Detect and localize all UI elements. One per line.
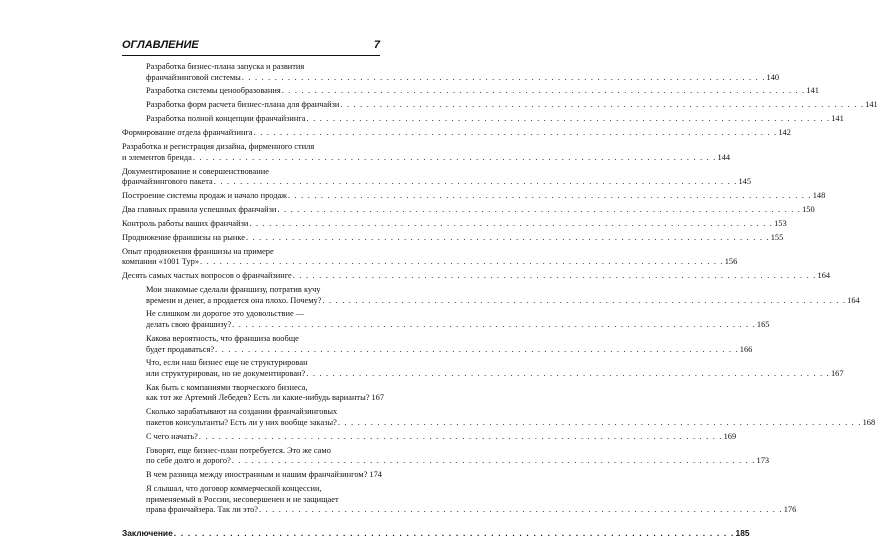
toc-entry-title-line: Разработка бизнес-плана запуска и развития [146, 62, 305, 71]
toc-entry[interactable] [122, 142, 731, 163]
toc-entry-title: В чем разница между иностранным и нашим франчайзингом? [146, 470, 368, 480]
toc-entry-title-line: Говорят, еще бизнес-план потребуется. Это же само [146, 445, 331, 455]
toc-page-number: 141 [831, 114, 844, 124]
toc-page-number: 165 [756, 320, 770, 330]
toc-entry-title: пакетов консультанты? Есть ли у них вообще заказы? [146, 417, 337, 427]
toc-leader-dots: . . . . . . . . . . . . . . . . . . . . . . . . . . . . . . . . . . . . . . . . . . . . . . . . . . . . . . . . . . . . . . . . . . . . . . . . . . . . . . . . [306, 114, 831, 124]
toc-entry-title: и элементов бренда [122, 152, 192, 162]
toc-leader-dots: . . . . . . . . . . . . . . . . . . . . . . . . . . . . . . . . . . . . . . . . . . . . . . . . . . . . . . . . . . . . . . . . . . . . . . . . . . . . . . . . [281, 86, 806, 96]
toc-entry-title: Продвижение франшизы на рынке [122, 232, 245, 242]
toc-page-number: 169 [723, 431, 737, 441]
toc-leader-dots: . . . . . . . . . . . . . . . . . . . . . . . . . . . . . . . . . . . . . . . . . . . . . . . . . . . . . . . . . . . . . . . . . . . . . . . . . . . . . . . . [292, 271, 817, 281]
toc-entry-title: Контроль работы ваших франчайзи [122, 218, 249, 228]
toc-entry-title-line: Мои знакомые сделали франшизу, потратив кучу [146, 284, 321, 294]
toc-entry-conclusion[interactable] [122, 527, 750, 539]
toc-page-number: 142 [778, 128, 791, 138]
toc-leader-dots: . . . . . . . . . . . . . . . . . . . . . . . . . . . . . . . . . . . . . . . . . . . . . . . . . . . . . . . . . . . . . . . . . . . . . . . . . . . . . . . . [173, 527, 735, 538]
toc-page-number: 141 [806, 86, 819, 96]
toc-entry-title: права франчайзера. Так ли это? [146, 505, 258, 515]
toc-entry[interactable] [122, 246, 738, 268]
toc-leader-dots: . . . . . . . . . . . . . . . . . . . . . . . . . . . . . . . . . . . . . . . . . . . . . . . . . . . . . . . . . . . . . . . . . . . . . . . . . . . . . . . . [232, 320, 756, 330]
toc-entry[interactable] [122, 407, 876, 428]
toc-entry[interactable] [122, 431, 737, 443]
toc-leader-dots: . . . . . . . . . . . . . . . . . . . . . . . . . . . . . . . . . . . . . . . . . . . . . . . . . . . . . . . . . . . . . . . . . . . . . . . . . . . . . . . . [277, 204, 802, 214]
toc-leader-dots: . . . . . . . . . . . . . . . . . . . . . . . . . . . . . . . . . . . . . . . . . . . . . . . . . . . . . . . . . . . . . . . . . . . . . . . . . . . . . . . . [337, 417, 862, 427]
toc-entry-title: делать свою франшизу? [146, 320, 232, 330]
toc-entry-title: Десять самых частых вопросов о франчайзинге [122, 271, 292, 281]
toc-page-number: 156 [724, 257, 738, 267]
toc-entry-title-line: Какова вероятность, что франшиза вообще [146, 333, 299, 343]
toc-page-number: 167 [830, 369, 844, 378]
toc-entry-title: С чего начать? [146, 431, 198, 441]
toc-entry[interactable] [122, 204, 815, 216]
toc-entry-title: франчайзингового пакета [122, 177, 213, 187]
toc-entry[interactable] [122, 309, 770, 330]
toc-entry[interactable] [122, 333, 753, 355]
toc-entry-title-line: Я слышал, что договор коммерческой концессии, [146, 484, 322, 494]
toc-page-number: 176 [783, 505, 797, 515]
toc-page-number: 144 [717, 152, 731, 162]
toc-entry[interactable] [122, 382, 385, 404]
running-header [122, 30, 380, 56]
toc-entry-title: по себе долго и дорого? [146, 456, 231, 466]
toc-entry-title: Формирование отдела франчайзинга [122, 128, 253, 138]
toc-page-number: 167 [371, 393, 385, 403]
toc-entry-title: или структурирован, но не документирован? [146, 369, 306, 378]
toc-entry[interactable] [122, 100, 878, 111]
toc-leader-dots: . . . . . . . . . . . . . . . . . . . . . . . . . . . . . . . . . . . . . . . . . . . . . . . . . . . . . . . . . . . . . . . . . . . . . . . . . . . . . . . . [249, 218, 774, 228]
toc-entry-title: Построение системы продаж и начало продаж [122, 191, 287, 201]
toc-entry-title-line: Опыт продвижения франшизы на примере [122, 246, 274, 256]
header-title: ОГЛАВЛЕНИЕ [122, 39, 199, 51]
toc-entry-title: времени и денег, а продается она плохо. Почему? [146, 295, 322, 305]
toc-entry[interactable] [122, 86, 819, 97]
toc-page-number: 140 [766, 72, 780, 82]
toc-leader-dots: . . . . . . . . . . . . . . . . . . . . . . . . . . . . . . . . . . . . . . . . . . . . . . . . . . . . . . . . . . . . . . . . . . . . . . . . . . . . . . . . [192, 152, 717, 162]
toc-entry-title-line: Что, если наш бизнес еще не структурирован [146, 358, 308, 368]
toc-entry-title: Два главных правила успешных франчайзи [122, 204, 277, 214]
toc-page-number: 148 [812, 191, 826, 201]
toc-leader-dots: . . . . . . . . . . . . . . . . . . . . . . . . . . . . . . . . . . . . . . . . . . . . . . . . . . . . . . . . . . . . . . . . . . . . . . . . . . . . . . . . [215, 344, 739, 354]
toc-entry[interactable] [122, 445, 770, 467]
toc-entry[interactable] [122, 358, 844, 379]
toc-leader-dots: . . . . . . . . . . . . . . . . . . . . . . . . . . . . . . . . . . . . . . . . . . . . . . . . . . . . . . . . . . . . . . . . . . . . . . . . . . . . . . . . [258, 505, 783, 515]
toc-leader-dots: . . . . . . . . . . . . . . . . . . . . . . . . . . . . . . . . . . . . . . . . . . . . . . . . . . . . . . . . . . . . . . . . . . . . . . . . . . . . . . . . [340, 100, 865, 110]
toc-entry[interactable] [122, 114, 844, 125]
toc-page-number: 164 [817, 271, 831, 281]
toc-page-number: 150 [802, 204, 815, 214]
table-of-contents [122, 62, 878, 542]
toc-entry[interactable] [122, 166, 752, 188]
toc-leader-dots: . . . . . . . . . . . . . . . . . . . . . . . . . . . . . . . . . . . . . . . . . . . . . . . . . . . . . . . . . . . . . . . . . . . . . . . . . . . . . . . . [241, 72, 766, 82]
toc-page-number: 173 [756, 456, 770, 466]
toc-leader-dots: . . . . . . . . . . . . . . . . . . . . . . . . . . . . . . . . . . . . . . . . . . . . . . . . . . . . . . . . . . . . . . . . . . . . . . . . . . . . . . . . [231, 456, 756, 466]
toc-entry[interactable] [122, 470, 380, 481]
toc-entry-title-line: Сколько зарабатывают на создании франчайзинговых [146, 407, 338, 417]
toc-entry-title-line: Не слишком ли дорогое это удовольствие — [146, 309, 305, 319]
toc-page-number: 168 [862, 417, 876, 427]
toc-entry-title: Разработка системы ценообразования [146, 86, 281, 96]
toc-leader-dots: . . . . . . . . . . . . . . . . . . . . . . . . . . . . . . . . . . . . . . . . . . . . . . . . . . . . . . . . . . . . . . . . . . . . . . . . . . . . . . . . [213, 177, 738, 187]
toc-entry[interactable] [122, 218, 787, 230]
toc-leader-dots: . . . . . . . . . . . . . . . . . . . . . . . . . . . . . . . . . . . . . . . . . . . . . . . . . . . . . . . . . . . . . . . . . . . . . . . . . . . . . . . . [322, 295, 847, 305]
toc-leader-dots: . . . . . . . . . . . . . . . . . . . . . . . . . . . . . . . . . . . . . . . . . . . . . . . . . . . . . . . . . . . . . . . . . . . . . . . . . . . . . . . . [198, 431, 723, 441]
toc-entry-title-line: Как быть с компаниями творческого бизнеса, [146, 382, 308, 392]
toc-leader-dots: . . . . . . . . . . . . . . . . . . . . . . . . . . . . . . . . . . . . . . . . . . . . . . . . . . . . . . . . . . . . . . . . . . . . . . . . . . . . . . . . [200, 257, 724, 267]
toc-entry-title-line: Разработка и регистрация дизайна, фирменного стиля [122, 142, 315, 152]
toc-entry-title: Заключение [122, 527, 173, 538]
toc-page-number: 164 [847, 295, 860, 305]
toc-entry[interactable] [122, 484, 797, 516]
toc-page-number: 174 [369, 470, 382, 480]
toc-leader-dots: . . . . . . . . . . . . . . . . . . . . . . . . . . . . . . . . . . . . . . . . . . . . . . . . . . . . . . . . . . . . . . . . . . . . . . . . . . . . . . . . [253, 128, 778, 138]
toc-page-number: 141 [865, 100, 878, 110]
toc-entry[interactable] [122, 62, 780, 83]
toc-page-number: 185 [735, 527, 750, 538]
toc-entry-title: франчайзинговой системы [146, 72, 241, 82]
toc-entry-title: как тот же Артемий Лебедев? Есть ли какие-нибудь варианты? [146, 393, 370, 403]
toc-leader-dots: . . . . . . . . . . . . . . . . . . . . . . . . . . . . . . . . . . . . . . . . . . . . . . . . . . . . . . . . . . . . . . . . . . . . . . . . . . . . . . . . [287, 191, 812, 201]
toc-entry-title: компании «1001 Тур» [122, 257, 200, 267]
toc-entry-title-line: применяемый в России, несовершенен и не защищает [146, 494, 339, 504]
toc-entry[interactable] [122, 284, 860, 306]
toc-entry[interactable] [122, 271, 831, 282]
toc-entry-title: будет продаваться? [146, 344, 215, 354]
toc-entry-title: Разработка форм расчета бизнес-плана для франчайзи [146, 100, 340, 110]
toc-page-number: 155 [770, 232, 784, 242]
toc-entry-title-line: Документирование и совершенствование [122, 166, 269, 176]
toc-page-number: 145 [738, 177, 752, 187]
toc-entry[interactable] [122, 191, 826, 202]
toc-leader-dots: . . . . . . . . . . . . . . . . . . . . . . . . . . . . . . . . . . . . . . . . . . . . . . . . . . . . . . . . . . . . . . . . . . . . . . . . . . . . . . . . [306, 369, 830, 378]
header-page-number: 7 [373, 39, 380, 51]
toc-leader-dots: . . . . . . . . . . . . . . . . . . . . . . . . . . . . . . . . . . . . . . . . . . . . . . . . . . . . . . . . . . . . . . . . . . . . . . . . . . . . . . . . [246, 232, 770, 242]
toc-page-number: 153 [774, 218, 787, 228]
toc-entry[interactable] [122, 128, 791, 139]
toc-entry[interactable] [122, 232, 784, 244]
toc-page-number: 166 [739, 344, 753, 354]
toc-entry-title: Разработка полной концепции франчайзинга [146, 114, 306, 124]
